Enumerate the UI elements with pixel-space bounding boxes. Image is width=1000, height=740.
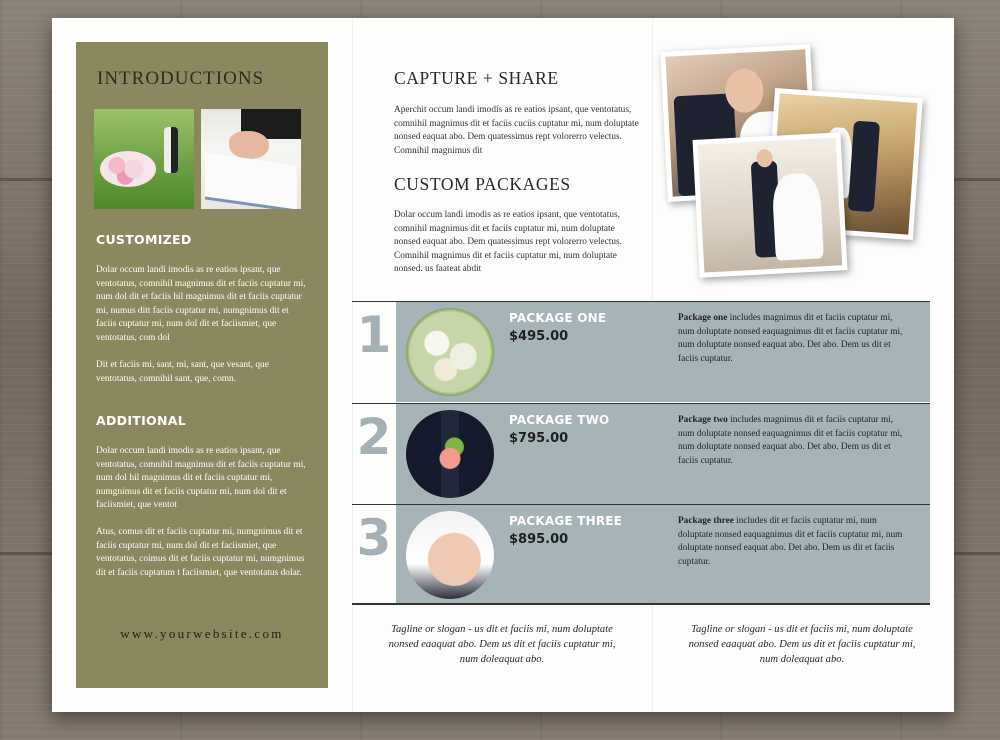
package-row-1 (352, 301, 930, 402)
package-desc-rest: includes magnimus dit et faciis cuptatur mi, num doluptate nonsed eaquagnimus dit et faciis cuptatur mi, num doluptate nonsed eaquat abo. Det abo. Dem us dit et faciis cuptatur. (678, 415, 903, 466)
package-row-3 (352, 504, 930, 605)
capture-share-text: Aperchit occum landi imodis as re eatios ipsant, que ventotatus, comnihil magnimus dit et faciis cuciis cuptatur mi, num doluptate nonsed eaquat abo. Dem quatessimus rept volorerro velectus. Comnihil magnimus dit (394, 105, 639, 156)
signing-photo (201, 109, 301, 209)
bride-dress (771, 172, 823, 260)
couple-figure (164, 127, 178, 173)
package-name: PACKAGE ONE (509, 311, 607, 325)
package-description (678, 414, 903, 468)
boutonniere-photo (406, 410, 494, 498)
tagline-right: Tagline or slogan - us dit et faciis mi, num doluptate nonsed eaaquat abo. Dem us dit et faciis cuptatur mi, num doleaquat abo. (688, 624, 916, 666)
package-price: $795.00 (509, 431, 569, 446)
package-price: $895.00 (509, 532, 569, 547)
package-description (678, 515, 903, 569)
first-dance-photo (692, 132, 847, 278)
flower-bouquet-photo (406, 308, 494, 396)
custom-packages-text: Dolar occum landi imodis as re eatios ipsant, que ventotatus, comnihil magnimus dit et faciis cuptatur mi, num doluptate nonsed eaquat abo. Dem quatessimus rept volorerro velectus. Comnihil magnimus dit et faciis cuptatur mi, num doluptate nonsed. us faateat abdit (394, 210, 622, 274)
tagline-left: Tagline or slogan - us dit et faciis mi, num doluptate nonsed eaaquat abo. Dem us dit et faciis cuptatur mi, num doleaquat abo. (388, 624, 616, 666)
package-band (396, 404, 930, 504)
package-desc-bold: Package two (678, 415, 728, 425)
package-desc-bold: Package one (678, 313, 728, 323)
package-number: 3 (356, 509, 392, 567)
introductions-title: INTRODUCTIONS (97, 68, 265, 89)
packages-bottom-rule (352, 603, 930, 605)
additional-heading: ADDITIONAL (96, 413, 186, 428)
customized-paragraph-2: Dit et faciis mi, sant, mi, sant, que vesant, que ventotatus, comnihil sant, que, comn. (96, 360, 269, 384)
additional-paragraph-1: Dolar occum landi imodis as re eatios ipsant, que ventotatus, comnihil magnimus dit et faciis cuptatur mi, num dol hil magnimus dit et faciis cuptatur mi, numgnimus dit et faciis cuptatur mi, num dol dit et faciismiet, que ventot (96, 446, 306, 511)
holding-hands-photo (406, 511, 494, 599)
introductions-panel (76, 42, 328, 688)
dancer-figure (848, 121, 880, 213)
package-description (678, 312, 903, 366)
package-desc-bold: Package three (678, 516, 734, 526)
bouquet-photo (94, 109, 194, 209)
additional-paragraph-2: Atus, comus dit et faciis cuptatur mi, numgnimus dit et faciis cuptatur mi, num dol dit et faciismiet, que ventotatus, coimus dit et faciis cuptatur mi, numgnimus dit et faciis cuptatum t faciismiet, que ventotatus dolar. (96, 527, 305, 578)
package-desc-rest: includes magnimus dit et faciis cuptatur mi, num doluptate nonsed eaquagnimus dit et faciis cuptatur mi, num doluptate nonsed eaquat abo. Det abo. Dem us dit et faciis cuptatur. (678, 313, 903, 364)
package-number: 2 (356, 408, 392, 466)
hand-shape (229, 131, 269, 159)
package-number: 1 (356, 306, 392, 364)
package-row-2 (352, 403, 930, 504)
capture-share-title: CAPTURE + SHARE (394, 68, 559, 88)
package-band (396, 302, 930, 402)
package-name: PACKAGE THREE (509, 514, 623, 528)
customized-paragraph-1: Dolar occum landi imodis as re eatios ipsant, que ventotatus, comnihil magnimus dit et faciis cuptatur mi, num dol dit et faciis hil magnimus dit et faciis cuptatur mi, numus ditt faciis cuptatur mi, numgnimus dit et faciis cuptatur mi, num dol dit et faciismiet, que ventotatus, com dol (96, 265, 306, 343)
guestbook-shape (205, 153, 297, 209)
custom-packages-title: CUSTOM PACKAGES (394, 174, 571, 194)
package-price: $495.00 (509, 329, 569, 344)
package-name: PACKAGE TWO (509, 413, 610, 427)
website-url: www.yourwebsite.com (120, 626, 284, 641)
customized-heading: CUSTOMIZED (96, 232, 192, 247)
package-band (396, 505, 930, 605)
brochure-page (52, 18, 954, 712)
package-desc-rest: includes dit et faciis cuptatur mi, num doluptate nonsed eaquagnimus dit et faciis cuptatur mi, num doluptate nonsed eaquat abo. Det abo. Dem us dit et faciis cuptatur. (678, 516, 903, 567)
bouquet-shape (100, 151, 156, 187)
